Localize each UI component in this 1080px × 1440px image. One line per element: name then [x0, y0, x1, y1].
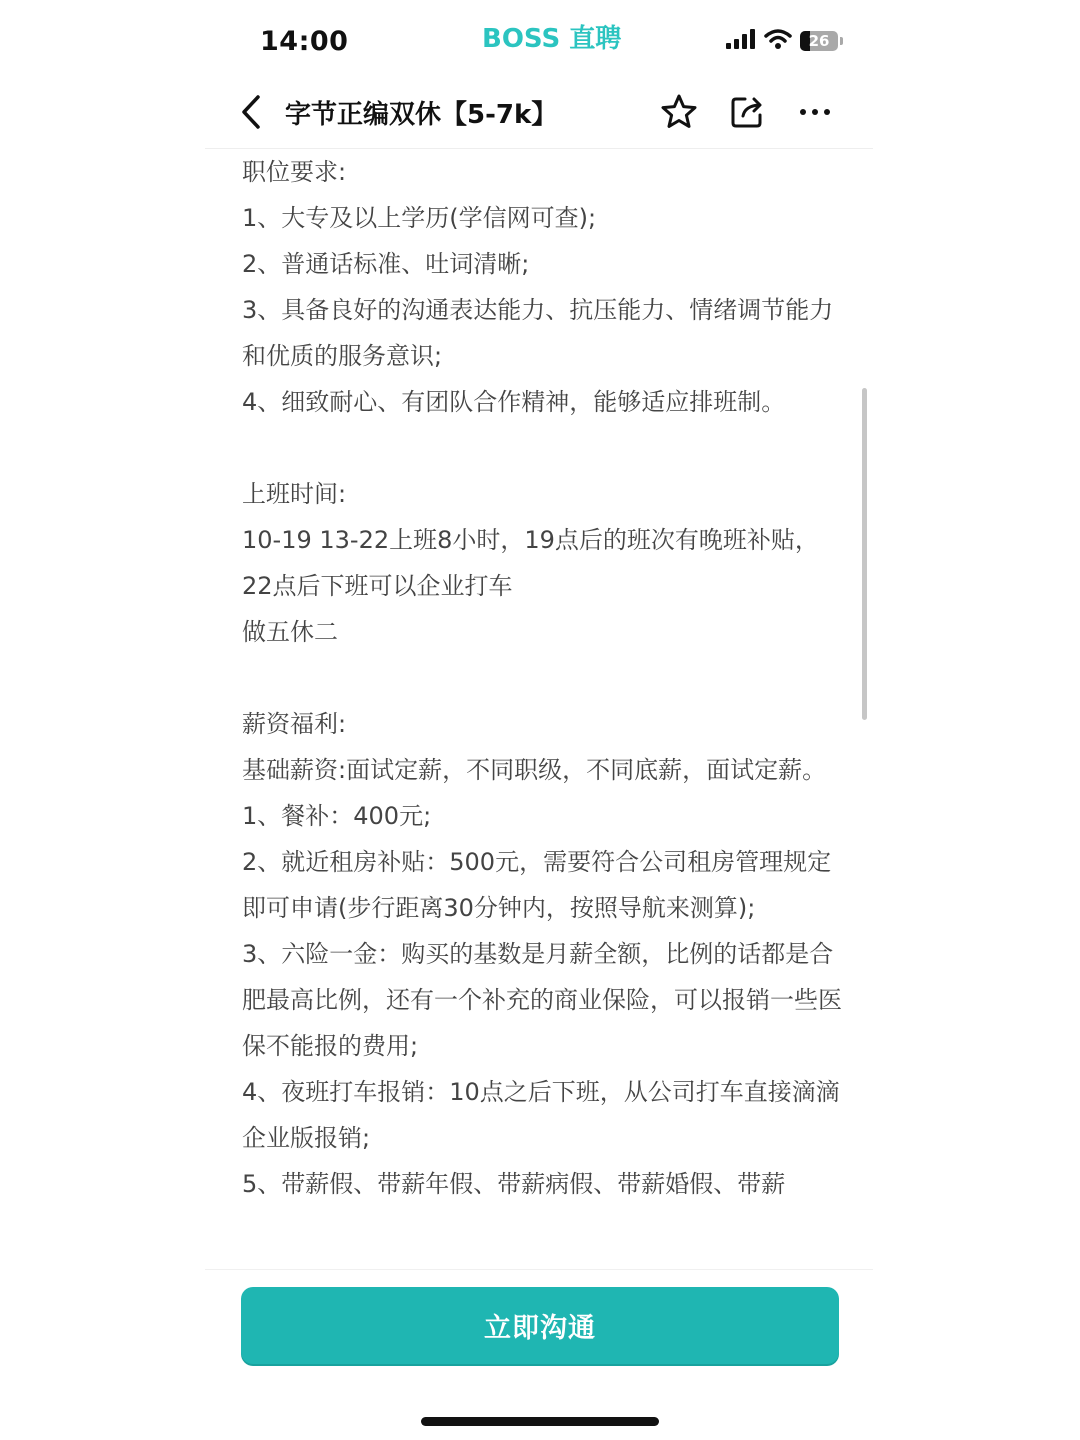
footer-divider	[205, 1269, 873, 1270]
nav-bar	[205, 78, 873, 149]
battery-level: 26	[808, 32, 830, 50]
description-line: 3、具备良好的沟通表达能力、抗压能力、情绪调节能力和优质的服务意识;	[242, 296, 834, 370]
description-line: 1、餐补：400元;	[242, 802, 432, 830]
description-line: 基础薪资:面试定薪，不同职级，不同底薪，面试定薪。	[242, 756, 827, 784]
star-icon	[660, 93, 698, 131]
content-fade	[205, 1262, 873, 1272]
description-line: 4、细致耐心、有团队合作精神，能够适应排班制。	[242, 388, 786, 416]
description-text	[242, 149, 842, 1207]
description-line: 5、带薪假、带薪年假、带薪病假、带薪婚假、带薪	[242, 1170, 786, 1198]
share-button[interactable]	[727, 92, 767, 132]
boss-watermark: BOSS 直聘	[482, 24, 622, 54]
page-title: 字节正编双休【5-7k】	[285, 100, 558, 130]
share-icon	[729, 94, 765, 130]
job-description[interactable]	[205, 149, 873, 1269]
blank-line	[242, 425, 842, 471]
more-button[interactable]	[795, 92, 835, 132]
favorite-button[interactable]	[659, 92, 699, 132]
chat-now-button[interactable]: 立即沟通	[241, 1287, 839, 1364]
section-heading: 薪资福利:	[242, 710, 347, 738]
more-icon	[799, 108, 831, 116]
description-line: 1、大专及以上学历(学信网可查);	[242, 204, 597, 232]
back-button[interactable]	[235, 92, 267, 132]
section-heading: 上班时间:	[242, 480, 347, 508]
blank-line	[242, 655, 842, 701]
status-bar	[205, 14, 873, 70]
signal-icon	[726, 29, 756, 53]
description-line: 2、普通话标准、吐词清晰;	[242, 250, 530, 278]
nav-actions	[659, 92, 835, 132]
scrollbar[interactable]	[862, 388, 867, 720]
battery-icon	[800, 31, 838, 51]
description-line: 做五休二	[242, 618, 338, 646]
description-line: 10-19 13-22上班8小时，19点后的班次有晚班补贴，22点后下班可以企业打车	[242, 526, 819, 600]
battery-tip	[840, 37, 843, 45]
status-icons	[726, 28, 843, 54]
home-indicator[interactable]	[421, 1417, 659, 1426]
wifi-icon	[764, 28, 792, 54]
status-time: 14:00	[260, 26, 349, 57]
description-line: 4、夜班打车报销：10点之后下班，从公司打车直接滴滴企业版报销;	[242, 1078, 840, 1152]
description-line: 3、六险一金：购买的基数是月薪全额，比例的话都是合肥最高比例，还有一个补充的商业保险，可以报销一些医保不能报的费用;	[242, 940, 842, 1060]
description-line: 2、就近租房补贴：500元，需要符合公司租房管理规定即可申请(步行距离30分钟内，按照导航来测算);	[242, 848, 832, 922]
section-heading: 职位要求:	[242, 158, 347, 186]
back-chevron-icon	[240, 94, 262, 130]
